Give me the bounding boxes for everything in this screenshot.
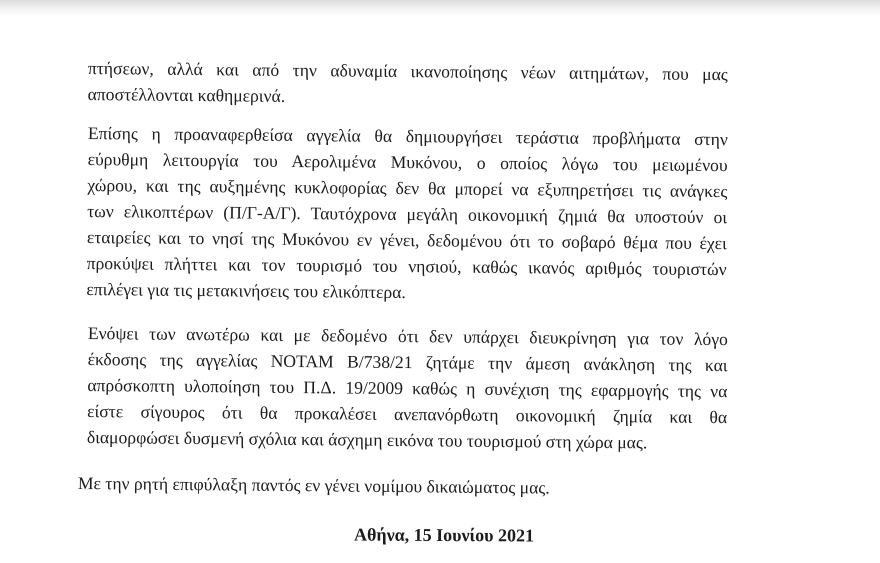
place-date: Αθήνα, 15 Ιουνίου 2021 — [353, 524, 535, 546]
text-line: Με την ρητή επιφύλαξη παντός εν γένει νομίμου δικαιώματος μας. — [77, 472, 550, 498]
text-line: έκδοσης της αγγελίας NOTAM B/738/21 ζητάμε την άμεση ανάκληση της και — [87, 348, 728, 376]
text-line: Επίσης η προαναφερθείσα αγγελία θα δημιουργήσει τεράστια προβλήματα στην — [87, 122, 728, 150]
text-line: διαμορφώσει δυσμενή σχόλια και άσχημη εικόνα του τουρισμού στη χώρα μας. — [86, 426, 648, 453]
text-line: προκύψει πλήττει και τον τουρισμό του νησιού, καθώς ικανός αριθμός τουριστών — [86, 252, 727, 280]
text-line: απρόσκοπτη υλοποίηση του Π.Δ. 19/2009 καθώς η συνέχιση της εφαρμογής της να — [87, 374, 728, 402]
paragraph-request — [87, 320, 728, 456]
paragraph-continuation — [88, 55, 728, 113]
text-line: είστε σίγουρος ότι θα προκαλέσει ανεπανόρθωτη οικονομική ζημία και θα — [87, 400, 728, 428]
paragraph-reservation — [78, 470, 718, 502]
text-line: των ελικοπτέρων (Π/Γ-Α/Γ). Ταυτόχρονα μεγάλη οικονομική ζημιά θα υποστούν οι — [87, 200, 728, 228]
text-line: Ενόψει των ανωτέρω και με δεδομένο ότι δεν υπάρχει διευκρίνηση για τον λόγο — [87, 322, 728, 350]
text-line: επιλέγει για τις μετακινήσεις του ελικόπτερα. — [86, 278, 406, 303]
text-line: εταιρείες και το νησί της Μυκόνου εν γένει, δεδομένου ότι το σοβαρό θέμα που έχει — [86, 226, 727, 254]
text-line: πτήσεων, αλλά και από την αδυναμία ικανοποίησης νέων αιτημάτων, που μας — [87, 57, 728, 85]
text-line: χώρου, και της αυξημένης κυκλοφορίας δεν θα μπορεί να εξυπηρετήσει τις ανάγκες — [87, 174, 728, 202]
text-line: αποστέλλονται καθημερινά. — [87, 83, 286, 106]
paragraph-airport-impact — [86, 120, 728, 308]
text-line: εύρυθμη λειτουργία του Αερολιμένα Μυκόνου, ο οποίος λόγω του μειωμένου — [87, 148, 728, 176]
